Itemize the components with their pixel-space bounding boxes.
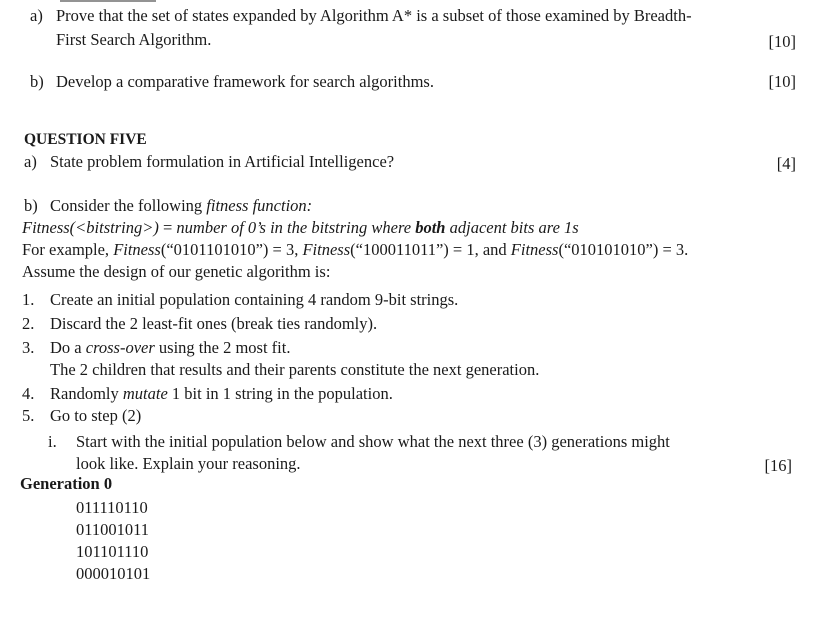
step-5-text: Go to step (2) [50, 406, 142, 425]
step-2-num: 2. [22, 314, 35, 333]
q5b-intro-italic: fitness function: [206, 196, 313, 215]
step-4-text [50, 384, 393, 404]
fitness-def-a: Fitness(<bitstring>) [22, 218, 159, 237]
sub-i-label: i. [48, 432, 57, 451]
step-3-post: using the 2 most fit. [158, 338, 291, 357]
fitness-def-c: number of 0’s in the bitstring where [176, 218, 412, 237]
q5b-label: b) [24, 196, 38, 215]
step-3-continuation: The 2 children that results and their parents constitute the next generation. [50, 360, 540, 379]
q5b-intro [50, 196, 312, 216]
ex-4: Fitness [302, 240, 351, 259]
step-4-italic: mutate [122, 384, 168, 403]
ex-3: (“0101101010”) = 3, [160, 240, 299, 259]
ex-7: (“010101010”) = 3. [558, 240, 689, 259]
q4a-line2: First Search Algorithm. [56, 30, 212, 49]
q4a-line1: Prove that the set of states expanded by Algorithm A* is a subset of those examined by Breadth- [56, 6, 692, 25]
gen0-string-2: 011001011 [76, 520, 150, 539]
fitness-definition [22, 218, 579, 238]
step-4-pre: Randomly [50, 384, 119, 403]
ex-5: (“100011011”) = 1, and [350, 240, 507, 259]
gen0-string-3: 101101110 [76, 542, 149, 561]
gen0-string-1: 011110110 [76, 498, 148, 517]
q5a-text: State problem formulation in Artificial Intelligence? [50, 152, 395, 171]
step-3-num: 3. [22, 338, 35, 357]
gen0-string-4: 000010101 [76, 564, 151, 583]
step-5-num: 5. [22, 406, 35, 425]
fitness-examples [22, 240, 688, 260]
generation-heading: Generation 0 [20, 474, 113, 493]
q4b-marks: [10] [768, 72, 796, 91]
step-3-pre: Do a [50, 338, 82, 357]
sub-i-line1: Start with the initial population below and show what the next three (3) generations might [76, 432, 670, 451]
step-3-italic: cross-over [85, 338, 155, 357]
step-4-post: 1 bit in 1 string in the population. [171, 384, 393, 403]
q5-heading: QUESTION FIVE [24, 131, 147, 148]
sub-i-marks: [16] [764, 456, 792, 475]
ex-6: Fitness [510, 240, 559, 259]
assume-text: Assume the design of our genetic algorithm is: [22, 262, 331, 281]
q5a-marks: [4] [776, 154, 796, 173]
step-4-num: 4. [22, 384, 35, 403]
q4b-label: b) [30, 72, 44, 91]
clipped-text-remnant [60, 0, 156, 2]
q4a-label: a) [30, 6, 43, 25]
sub-i-line2: look like. Explain your reasoning. [76, 454, 301, 473]
q4b-text: Develop a comparative framework for search algorithms. [56, 72, 434, 91]
ex-1: For example, [22, 240, 110, 259]
fitness-def-d: adjacent bits are 1s [449, 218, 579, 237]
fitness-def-b: = [162, 218, 173, 237]
step-1-text: Create an initial population containing 4 random 9-bit strings. [50, 290, 459, 309]
q4a-marks: [10] [768, 32, 796, 51]
step-3-text [50, 338, 290, 358]
step-1-num: 1. [22, 290, 35, 309]
step-2-text: Discard the 2 least-fit ones (break ties randomly). [50, 314, 378, 333]
q5b-intro-text: Consider the following [50, 196, 203, 215]
fitness-def-bold: both [415, 218, 446, 237]
q5a-label: a) [24, 152, 37, 171]
ex-2: Fitness [113, 240, 161, 259]
